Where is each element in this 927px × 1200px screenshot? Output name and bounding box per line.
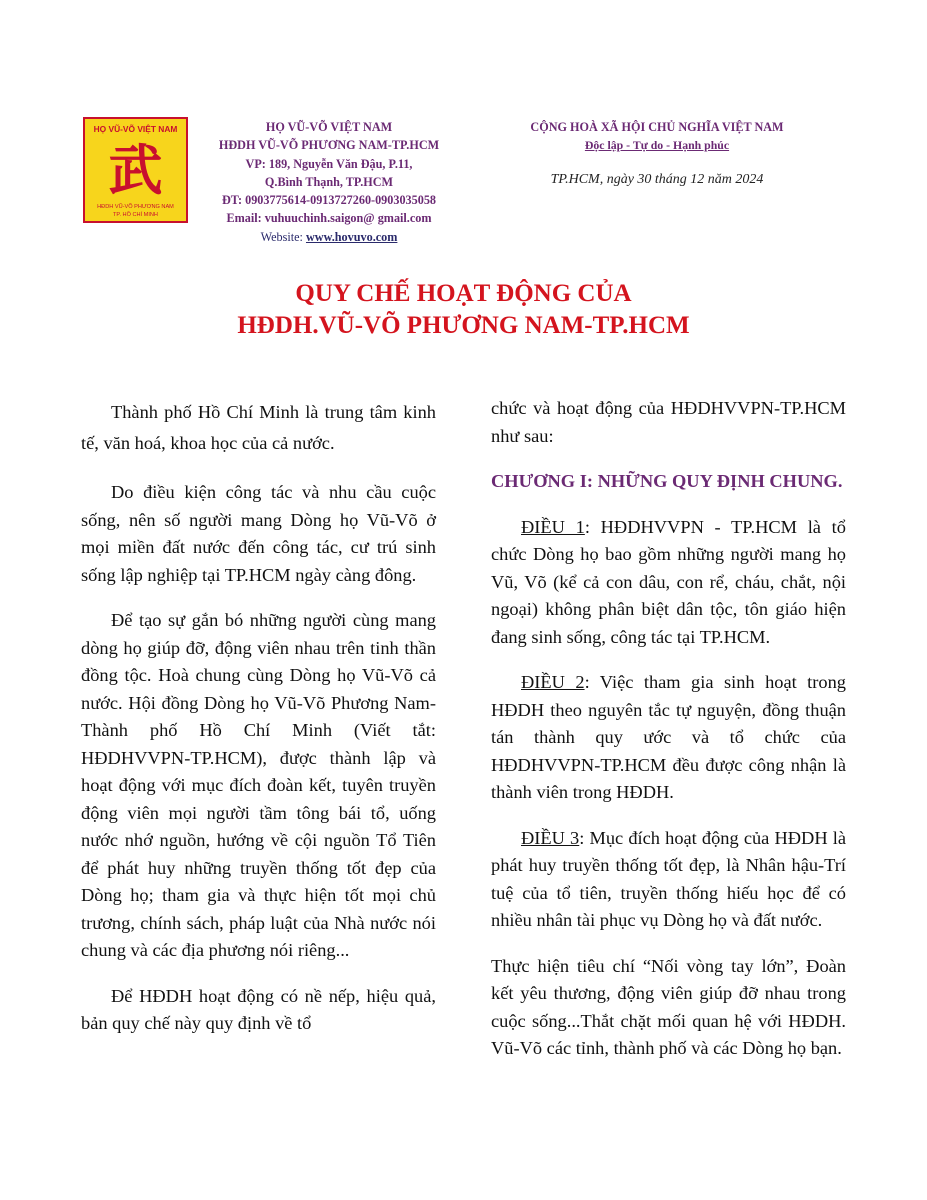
logo-bottom-text-2: TP. HỒ CHÍ MINH [113,212,158,218]
org-phone: ĐT: 0903775614-0913727260-0903035058 [221,193,437,208]
article-1-text: : HĐDHVVPN - TP.HCM là tổ chức Dòng họ bao gồm những người mang họ Vũ, Võ (kể cả con dâu, con rể, cháu, chắt, nội ngoại) không phân biệt dân tộc, tôn giáo hiện đang sinh sống, công tác tại TP.HCM. [491,516,846,647]
paragraph-4-continued: chức và hoạt động của HĐDHVVPN-TP.HCM như sau: [491,398,846,446]
paragraph-5: Thực hiện tiêu chí “Nối vòng tay lớn”, Đoàn kết yêu thương, động viên giúp đỡ nhau trong cuộc sống...Thắt chặt mối quan hệ với HĐDH. Vũ-Võ các tỉnh, thành phố và các Dòng họ bạn. [491,955,846,1058]
website-label: Website: [260,229,306,244]
paragraph-2: Do điều kiện công tác và nhu cầu cuộc sống, nên số người mang Dòng họ Vũ-Võ ở mọi miền đất nước đến công tác, cư trú sinh sống lập nghiệp tại TP.HCM ngày càng đông. [81,482,436,585]
org-address-2: Q.Bình Thạnh, TP.HCM [264,174,394,189]
paragraph-1: Thành phố Hồ Chí Minh là trung tâm kinh tế, văn hoá, khoa học của cả nước. [81,402,436,453]
logo-bottom-text-1: HĐDH VŨ-VÕ PHƯƠNG NAM [97,204,174,210]
article-3 [491,825,846,935]
nation-motto: Độc lập - Tự do - Hạnh phúc [584,138,730,152]
national-header [492,118,822,189]
nation-name: CỘNG HOÀ XÃ HỘI CHỦ NGHĨA VIỆT NAM [530,120,784,134]
clan-logo [83,117,188,223]
paragraph-3: Để tạo sự gắn bó những người cùng mang dòng họ giúp đỡ, động viên nhau trên tinh thần đồng tộc. Hoà chung cùng Dòng họ Vũ-Võ cả nước. Hội đồng Dòng họ Vũ-Võ Phương Nam-Thành phố Hồ Chí Minh (Viết tắt: HĐDHVVPN-TP.HCM), được thành lập và hoạt động với mục đích đoàn kết, tuyên truyền động viên mọi người tầm tông bái tổ, uống nước nhớ nguồn, hướng về cội nguồn Tổ Tiên để phát huy những truyền thống tốt đẹp của Dòng họ; tham gia và thực hiện tốt mọi chủ trương, chính sách, pháp luật của Nhà nước nói chung và các địa phương nói riêng... [81,610,436,960]
logo-top-text: HỌ VŨ-VÕ VIỆT NAM [93,124,178,134]
title-line-1: QUY CHẾ HOẠT ĐỘNG CỦA [295,280,632,307]
document-date: TP.HCM, ngày 30 tháng 12 năm 2024 [550,172,764,187]
org-email: Email: vuhuuchinh.saigon@ gmail.com [226,211,432,226]
article-1 [491,514,846,652]
article-2-text: : Việc tham gia sinh hoạt trong HĐDH theo nguyên tắc tự nguyện, đồng thuận tán thành quy ước và tổ chức của HĐDHVVPN-TP.HCM đều được công nhận là thành viên trong HĐDH. [491,672,846,802]
logo-glyph: 武 [108,138,163,202]
org-line-2: HĐDH VŨ-VÕ PHƯƠNG NAM-TP.HCM [218,138,440,153]
org-address-1: VP: 189, Nguyễn Văn Đậu, P.11, [245,156,413,171]
title-line-2: HĐDH.VŨ-VÕ PHƯƠNG NAM-TP.HCM [237,312,690,339]
article-2-label: ĐIỀU 2 [521,672,585,692]
website-link[interactable]: www.hovuvo.com [305,229,398,244]
document-title [0,278,927,342]
paragraph-4: Để HĐDH hoạt động có nề nếp, hiệu quả, bản quy chế này quy định về tổ [81,985,436,1033]
org-website [195,228,463,246]
left-column [81,397,436,1056]
article-3-label: ĐIỀU 3 [521,827,580,848]
organization-header [195,118,463,246]
right-column [491,395,846,1081]
article-1-label: ĐIỀU 1 [521,516,585,537]
chapter-heading: CHƯƠNG I: NHỮNG QUY ĐỊNH CHUNG. [491,471,843,491]
article-2 [491,669,846,807]
org-line-1: HỌ VŨ-VÕ VIỆT NAM [265,120,393,134]
article-3-text: : Mục đích hoạt động của HĐDH là phát huy truyền thống tốt đẹp, là Nhân hậu-Trí tuệ của tổ tiên, truyền thống hiếu học để có nhiều nhân tài phục vụ Dòng họ và đất nước. [491,827,846,930]
